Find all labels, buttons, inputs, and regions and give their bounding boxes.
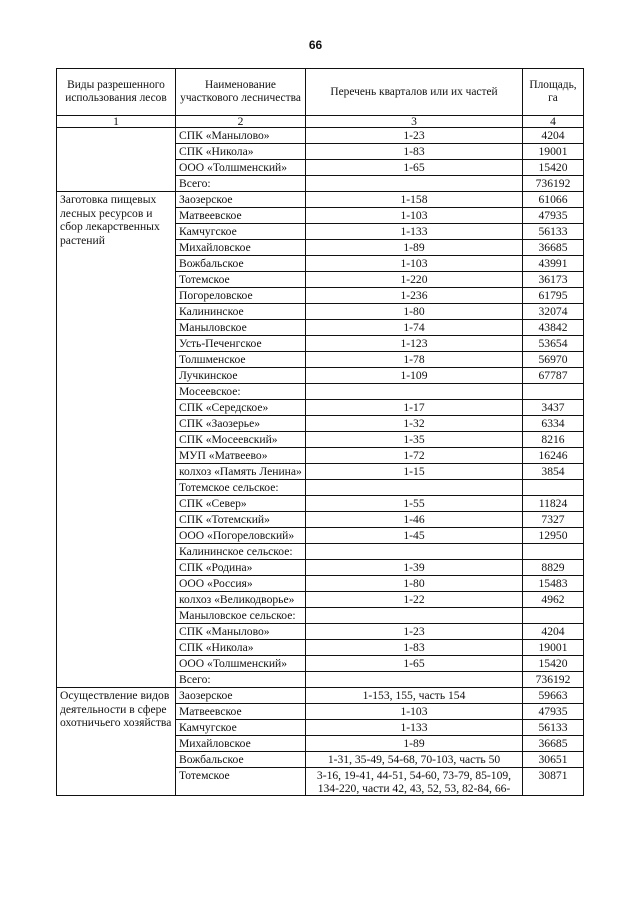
table-row: [57, 688, 584, 704]
forestry-name-cell: СПК «Никола»: [176, 640, 306, 656]
area-cell: 12950: [523, 528, 584, 544]
area-cell: 36173: [523, 272, 584, 288]
column-number: 2: [176, 116, 306, 128]
area-cell: 30871: [523, 768, 584, 796]
area-cell: 4204: [523, 624, 584, 640]
quarters-cell: 1-89: [306, 736, 523, 752]
page-number: 66: [308, 38, 323, 52]
area-cell: [523, 608, 584, 624]
forestry-name-cell: Вожбальское: [176, 752, 306, 768]
area-cell: 56970: [523, 352, 584, 368]
forestry-name-cell: Матвеевское: [176, 704, 306, 720]
forestry-name-cell: Тотемское сельское:: [176, 480, 306, 496]
area-cell: 47935: [523, 704, 584, 720]
header-use-type: Виды разрешенного использования лесов: [57, 69, 176, 116]
area-cell: 3437: [523, 400, 584, 416]
quarters-cell: 1-80: [306, 576, 523, 592]
quarters-cell: 1-133: [306, 224, 523, 240]
quarters-cell: 1-123: [306, 336, 523, 352]
forestry-name-cell: Калининское: [176, 304, 306, 320]
quarters-cell: 1-109: [306, 368, 523, 384]
area-cell: 32074: [523, 304, 584, 320]
quarters-cell: [306, 544, 523, 560]
area-cell: 19001: [523, 144, 584, 160]
area-cell: 8216: [523, 432, 584, 448]
quarters-cell: [306, 480, 523, 496]
table-row: [57, 192, 584, 208]
quarters-cell: [306, 176, 523, 192]
forestry-name-cell: СПК «Середское»: [176, 400, 306, 416]
forestry-name-cell: СПК «Тотемский»: [176, 512, 306, 528]
forestry-name-cell: Маныловское: [176, 320, 306, 336]
quarters-cell: 1-23: [306, 128, 523, 144]
area-cell: 30651: [523, 752, 584, 768]
forestry-name-cell: ООО «Толшменский»: [176, 160, 306, 176]
forestry-name-cell: Толшменское: [176, 352, 306, 368]
area-cell: 7327: [523, 512, 584, 528]
column-number: 4: [523, 116, 584, 128]
quarters-cell: 1-236: [306, 288, 523, 304]
area-cell: 3854: [523, 464, 584, 480]
forestry-name-cell: Тотемское: [176, 272, 306, 288]
area-cell: 61795: [523, 288, 584, 304]
forestry-name-cell: Заозерское: [176, 688, 306, 704]
quarters-cell: 1-17: [306, 400, 523, 416]
column-number-row: [57, 116, 584, 128]
area-cell: [523, 544, 584, 560]
area-cell: [523, 384, 584, 400]
header-row: [57, 69, 584, 116]
forestry-name-cell: колхоз «Память Ленина»: [176, 464, 306, 480]
use-type-cell: [57, 128, 176, 192]
quarters-cell: 1-45: [306, 528, 523, 544]
quarters-cell: 1-83: [306, 144, 523, 160]
area-cell: 15483: [523, 576, 584, 592]
use-type-cell: Осуществление видов деятельности в сфере охотничьего хозяйства: [57, 688, 176, 796]
quarters-cell: 1-220: [306, 272, 523, 288]
quarters-cell: 1-80: [306, 304, 523, 320]
forest-use-table: [56, 68, 584, 796]
forestry-name-cell: Погореловское: [176, 288, 306, 304]
quarters-cell: 1-72: [306, 448, 523, 464]
forestry-name-cell: ООО «Толшменский»: [176, 656, 306, 672]
quarters-cell: 1-103: [306, 256, 523, 272]
quarters-cell: [306, 672, 523, 688]
area-cell: 11824: [523, 496, 584, 512]
area-cell: 59663: [523, 688, 584, 704]
header-forestry-name: Наименование участкового лесничества: [176, 69, 306, 116]
forestry-name-cell: колхоз «Великодворье»: [176, 592, 306, 608]
quarters-cell: 1-78: [306, 352, 523, 368]
quarters-cell: 1-35: [306, 432, 523, 448]
area-cell: 15420: [523, 160, 584, 176]
area-cell: 43842: [523, 320, 584, 336]
forestry-name-cell: Усть-Печенгское: [176, 336, 306, 352]
quarters-cell: 1-74: [306, 320, 523, 336]
quarters-cell: 1-158: [306, 192, 523, 208]
quarters-cell: [306, 384, 523, 400]
quarters-cell: 1-103: [306, 208, 523, 224]
area-cell: 56133: [523, 720, 584, 736]
quarters-cell: 1-89: [306, 240, 523, 256]
forestry-name-cell: Михайловское: [176, 240, 306, 256]
quarters-cell: [306, 608, 523, 624]
forestry-name-cell: СПК «Север»: [176, 496, 306, 512]
area-cell: 16246: [523, 448, 584, 464]
quarters-cell: 1-133: [306, 720, 523, 736]
quarters-cell: 1-22: [306, 592, 523, 608]
table-body: [57, 128, 584, 796]
forestry-name-cell: СПК «Заозерье»: [176, 416, 306, 432]
area-cell: 36685: [523, 240, 584, 256]
column-number: 3: [306, 116, 523, 128]
forestry-name-cell: Камчугское: [176, 720, 306, 736]
header-area: Площадь, га: [523, 69, 584, 116]
quarters-cell: 1-46: [306, 512, 523, 528]
area-cell: 19001: [523, 640, 584, 656]
forestry-name-cell: Маныловское сельское:: [176, 608, 306, 624]
quarters-cell: 1-55: [306, 496, 523, 512]
area-cell: 6334: [523, 416, 584, 432]
header-quarters: Перечень кварталов или их частей: [306, 69, 523, 116]
area-cell: 8829: [523, 560, 584, 576]
area-cell: 736192: [523, 672, 584, 688]
area-cell: 15420: [523, 656, 584, 672]
quarters-cell: 1-31, 35-49, 54-68, 70-103, часть 50: [306, 752, 523, 768]
quarters-cell: 1-65: [306, 656, 523, 672]
area-cell: 43991: [523, 256, 584, 272]
quarters-cell: 1-23: [306, 624, 523, 640]
quarters-cell: 3-16, 19-41, 44-51, 54-60, 73-79, 85-109, 134-220, части 42, 43, 52, 53, 82-84, 66-: [306, 768, 523, 796]
area-cell: 36685: [523, 736, 584, 752]
forestry-name-cell: МУП «Матвеево»: [176, 448, 306, 464]
forestry-name-cell: СПК «Манылово»: [176, 128, 306, 144]
quarters-cell: 1-15: [306, 464, 523, 480]
use-type-cell: Заготовка пищевых лесных ресурсов и сбор лекарственных растений: [57, 192, 176, 688]
area-cell: 47935: [523, 208, 584, 224]
area-cell: 4962: [523, 592, 584, 608]
forestry-name-cell: ООО «Россия»: [176, 576, 306, 592]
forestry-name-cell: Калининское сельское:: [176, 544, 306, 560]
area-cell: 67787: [523, 368, 584, 384]
forestry-name-cell: СПК «Мосеевский»: [176, 432, 306, 448]
forestry-name-cell: Камчугское: [176, 224, 306, 240]
forestry-name-cell: СПК «Манылово»: [176, 624, 306, 640]
area-cell: 56133: [523, 224, 584, 240]
forestry-name-cell: СПК «Никола»: [176, 144, 306, 160]
quarters-cell: 1-153, 155, часть 154: [306, 688, 523, 704]
forestry-name-cell: Тотемское: [176, 768, 306, 796]
forestry-name-cell: Мосеевское:: [176, 384, 306, 400]
quarters-cell: 1-39: [306, 560, 523, 576]
forestry-name-cell: ООО «Погореловский»: [176, 528, 306, 544]
area-cell: 4204: [523, 128, 584, 144]
forestry-name-cell: Вожбальское: [176, 256, 306, 272]
forestry-name-cell: Лучкинское: [176, 368, 306, 384]
table-row: [57, 128, 584, 144]
quarters-cell: 1-83: [306, 640, 523, 656]
forestry-name-cell: Михайловское: [176, 736, 306, 752]
forestry-name-cell: Всего:: [176, 176, 306, 192]
forestry-name-cell: СПК «Родина»: [176, 560, 306, 576]
quarters-cell: 1-32: [306, 416, 523, 432]
quarters-cell: 1-103: [306, 704, 523, 720]
forestry-name-cell: Всего:: [176, 672, 306, 688]
area-cell: 736192: [523, 176, 584, 192]
area-cell: 53654: [523, 336, 584, 352]
area-cell: 61066: [523, 192, 584, 208]
forestry-name-cell: Заозерское: [176, 192, 306, 208]
column-number: 1: [57, 116, 176, 128]
quarters-cell: 1-65: [306, 160, 523, 176]
area-cell: [523, 480, 584, 496]
forestry-name-cell: Матвеевское: [176, 208, 306, 224]
